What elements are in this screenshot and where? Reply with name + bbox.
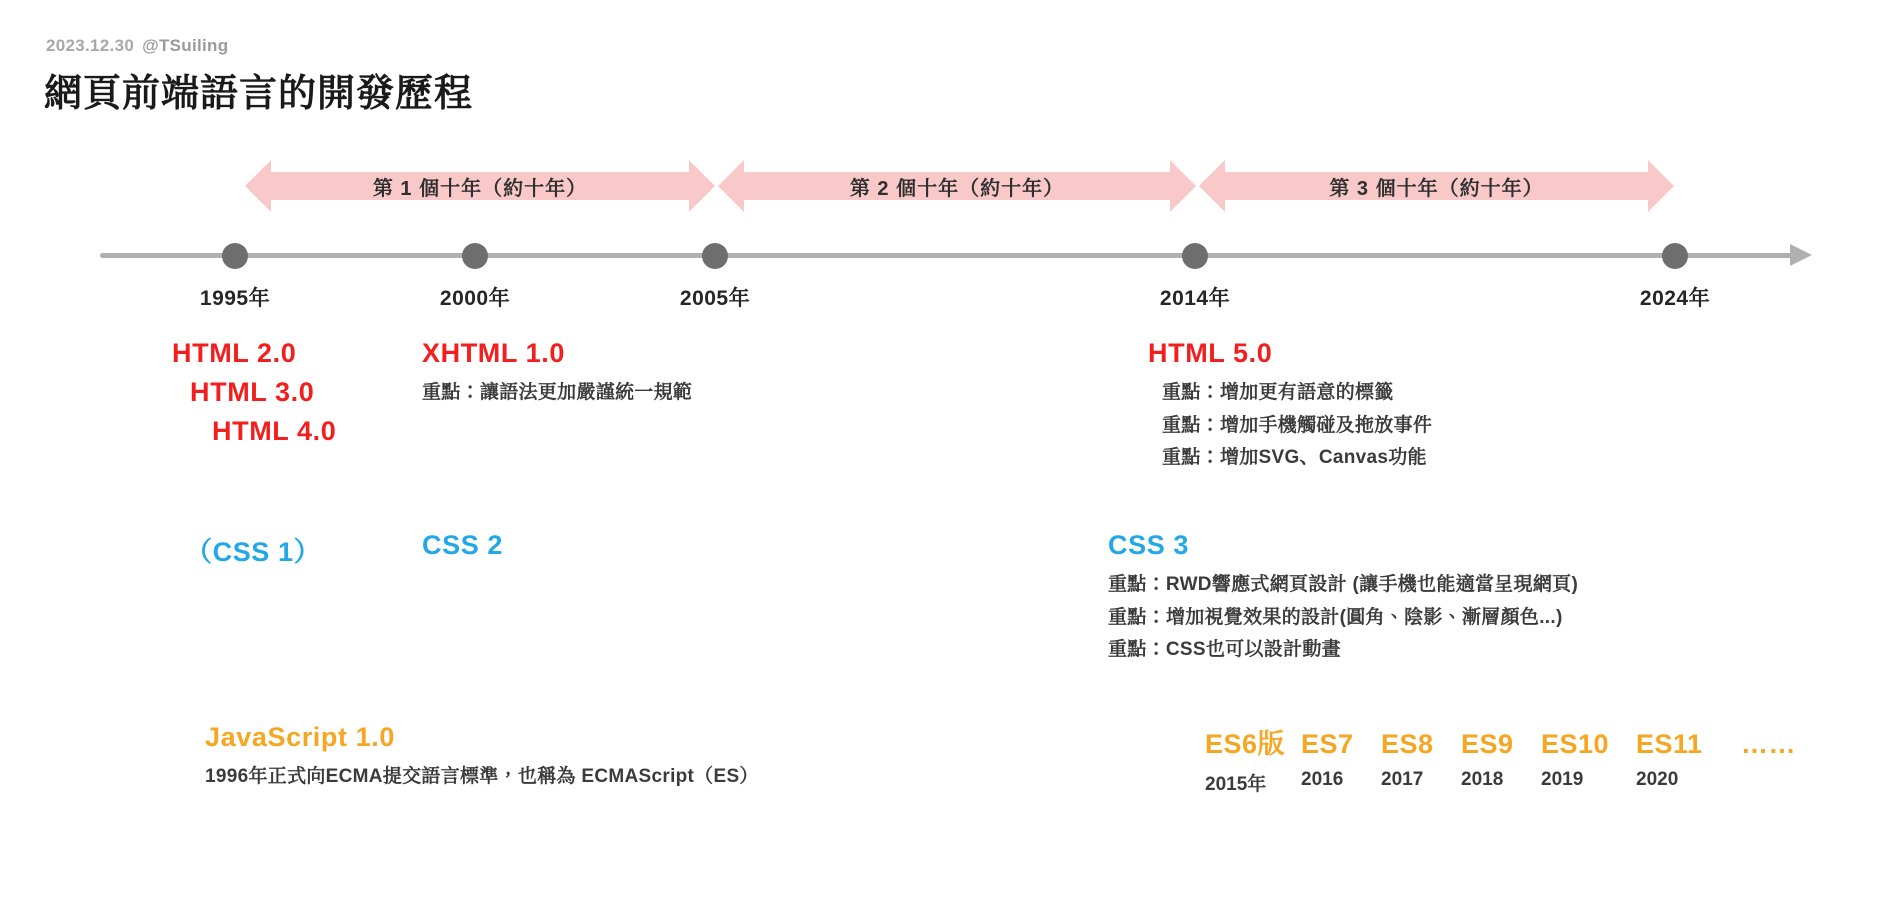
es9-label: ES9 — [1461, 729, 1514, 759]
css2-heading: CSS 2 — [422, 530, 504, 560]
timeline-dot-2014 — [1182, 243, 1208, 269]
css3-note-3: 重點：CSS也可以設計動畫 — [1108, 639, 1341, 661]
timeline-label-2024: 2024年 — [1639, 287, 1711, 310]
html5-heading: HTML 5.0 — [1148, 338, 1273, 368]
javascript-block — [205, 722, 759, 794]
timeline-dot-2024 — [1662, 243, 1688, 269]
xhtml-heading: XHTML 1.0 — [422, 338, 565, 368]
decade-label-2: 第 2 個十年（約十年） — [849, 177, 1065, 200]
page-title: 網頁前端語言的開發歷程 — [44, 73, 474, 115]
es-year-2015: 2015年 — [1205, 774, 1267, 795]
es-versions-block — [1205, 722, 1796, 796]
html-2-label: HTML 2.0 — [172, 338, 297, 368]
author-handle: @TSuiling — [142, 36, 229, 55]
css1-heading: （CSS 1） — [185, 537, 322, 567]
html5-note-3: 重點：增加SVG、Canvas功能 — [1162, 447, 1427, 469]
timeline-label-1995: 1995年 — [199, 287, 271, 310]
es-year-row — [1205, 769, 1796, 796]
es6-label: ES6版 — [1205, 729, 1286, 759]
html-3-label: HTML 3.0 — [190, 377, 315, 407]
es-year-2017: 2017 — [1381, 769, 1424, 790]
css3-heading: CSS 3 — [1108, 530, 1190, 560]
javascript-note-1: 1996年正式向ECMA提交語言標準，也稱為 ECMAScript（ES） — [205, 766, 759, 787]
es-version-row — [1205, 722, 1796, 761]
css1-block — [185, 530, 321, 577]
css3-note-2: 重點：增加視覺效果的設計(圓角、陰影、漸層顏色...) — [1108, 606, 1563, 628]
decade-band-1 — [245, 158, 715, 214]
es7-label: ES7 — [1301, 729, 1354, 759]
es-year-2020: 2020 — [1636, 769, 1679, 790]
html5-note-1: 重點：增加更有語意的標籤 — [1162, 382, 1394, 403]
decade-label-1: 第 1 個十年（約十年） — [372, 177, 588, 200]
xhtml-block-2000 — [422, 338, 692, 410]
es-year-2016: 2016 — [1301, 769, 1344, 790]
timeline-label-2000: 2000年 — [439, 287, 511, 310]
es-ellipsis-label: …… — [1741, 729, 1796, 759]
html5-note-2: 重點：增加手機觸碰及拖放事件 — [1162, 414, 1433, 436]
timeline-arrow-head — [1790, 244, 1812, 266]
html-versions-1995 — [172, 338, 336, 455]
date-text: 2023.12.30 — [46, 36, 135, 55]
es11-label: ES11 — [1636, 729, 1703, 759]
decade-band-3 — [1199, 158, 1674, 214]
timeline-label-2014: 2014年 — [1159, 287, 1231, 310]
meta-line — [46, 36, 228, 56]
timeline-dot-1995 — [222, 243, 248, 269]
es8-label: ES8 — [1381, 729, 1434, 759]
timeline-dot-2000 — [462, 243, 488, 269]
timeline-label-2005: 2005年 — [679, 287, 751, 310]
css3-block — [1108, 530, 1578, 667]
es-year-2018: 2018 — [1461, 769, 1504, 790]
decade-label-3: 第 3 個十年（約十年） — [1329, 177, 1544, 200]
javascript-heading: JavaScript 1.0 — [205, 722, 396, 752]
css2-block — [422, 530, 503, 569]
html5-block-2014 — [1148, 338, 1432, 475]
timeline-axis — [100, 253, 1800, 258]
es-year-2019: 2019 — [1541, 769, 1584, 790]
html-4-label: HTML 4.0 — [212, 416, 337, 446]
decade-band-2 — [718, 158, 1196, 214]
es10-label: ES10 — [1541, 729, 1610, 759]
css3-note-1: 重點：RWD響應式網頁設計 (讓手機也能適當呈現網頁) — [1108, 574, 1579, 595]
timeline-dot-2005 — [702, 243, 728, 269]
xhtml-note-1: 重點：讓語法更加嚴謹統一規範 — [422, 382, 693, 403]
